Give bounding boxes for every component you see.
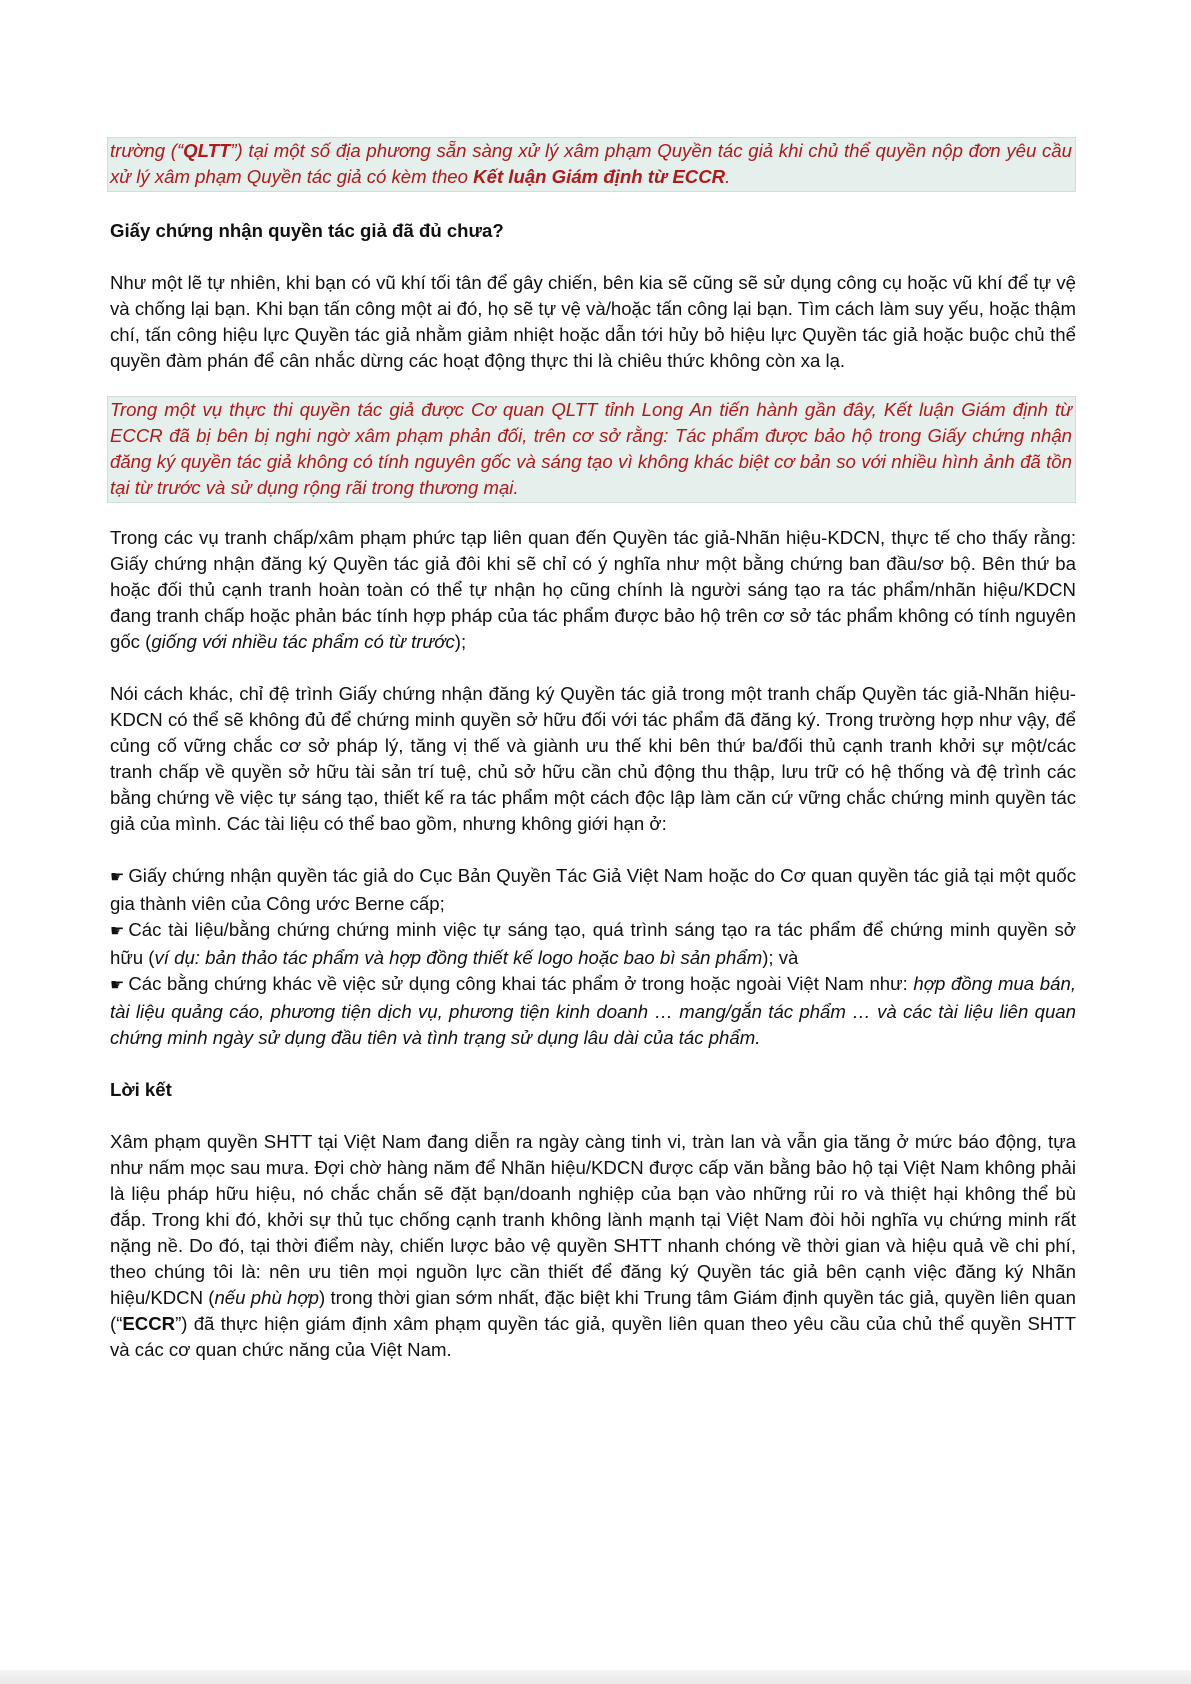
paragraph-3: Nói cách khác, chỉ đệ trình Giấy chứng nhận đăng ký Quyền tác giả trong một tranh chấp Quyền tác giả-Nhãn hiệu-KDCN có thể sẽ không đủ để chứng minh quyền sở hữu đối với tác phẩm đã đăng ký. Trong trường hợp như vậy, để củng cố vững chắc cơ sở pháp lý, tăng vị thế và giành ưu thế khi bên thứ ba/đối thủ cạnh tranh khởi sự một/các tranh chấp về quyền sở hữu tài sản trí tuệ, chủ sở hữu cần chủ động thu thập, lưu trữ có hệ thống và đệ trình các bằng chứng về việc tự sáng tạo, thiết kế ra tác phẩm một cách độc lập làm căn cứ vững chắc chứng minh quyền tác giả của mình. Các tài liệu có thể bao gồm, nhưng không giới hạn ở: <box>110 683 1076 834</box>
bullet-item <box>110 863 1076 917</box>
conclusion-italic: nếu phù hợp <box>214 1287 319 1308</box>
bullet-2-italic: ví dụ: bản thảo tác phẩm và hợp đồng thiết kế logo hoặc bao bì sản phẩm <box>154 947 763 968</box>
paragraph-2 <box>110 525 1076 655</box>
bullet-item <box>110 917 1076 971</box>
page-bottom-edge <box>0 1670 1191 1684</box>
intro-text-3: . <box>725 166 731 187</box>
conclusion-text-1: Xâm phạm quyền SHTT tại Việt Nam đang diễn ra ngày càng tinh vi, tràn lan và vẫn gia tăng ở mức báo động, tựa như nấm mọc sau mưa. Đợi chờ hàng năm để Nhãn hiệu/KDCN được cấp văn bằng bảo hộ tại Việt Nam không phải là liệu pháp hữu hiệu, nó chắc chắn sẽ đặt bạn/doanh nghiệp của bạn vào những rủi ro và thiệt hại không thể bù đắp. Trong khi đó, khởi sự thủ tục chống cạnh tranh không lành mạnh tại Việt Nam đòi hỏi nghĩa vụ chứng minh rất nặng nề. Do đó, tại thời điểm này, chiến lược bảo vệ quyền SHTT nhanh chóng về thời gian và hiệu quả về chi phí, theo chúng tôi là: nên ưu tiên mọi nguồn lực cần thiết để đăng ký Quyền tác giả bên cạnh việc đăng ký Nhãn hiệu/KDCN ( <box>110 1131 1076 1308</box>
paragraph-2-end: ); <box>454 631 467 652</box>
intro-bold-eccr: Kết luận Giám định từ ECCR <box>473 166 726 187</box>
paragraph-2-italic: giống với nhiều tác phẩm có từ trước <box>151 631 455 652</box>
intro-text-2: ”) tại một số địa phương sẵn sàng xử lý xâm phạm Quyền tác giả khi chủ thể quyền nộp đơn yêu cầu xử lý xâm phạm Quyền tác giả có kèm theo <box>110 140 1072 187</box>
bullet-item <box>110 971 1076 1051</box>
intro-bold-qltt: QLTT <box>183 140 231 161</box>
conclusion-text-3: ”) đã thực hiện giám định xâm phạm quyền tác giả, quyền liên quan theo yêu cầu của chủ thể quyền SHTT và các cơ quan chức năng của Việt Nam. <box>110 1313 1076 1360</box>
bullet-1-text: Giấy chứng nhận quyền tác giả do Cục Bản Quyền Tác Giả Việt Nam hoặc do Cơ quan quyền tác giả tại một quốc gia thành viên của Công ước Berne cấp; <box>110 865 1076 914</box>
paragraph-conclusion <box>110 1129 1076 1363</box>
bullet-2-text: Các tài liệu/bằng chứng chứng minh việc tự sáng tạo, quá trình sáng tạo ra tác phẩm để chứng minh quyền sở hữu ( <box>110 919 1076 968</box>
paragraph-2-text: Trong các vụ tranh chấp/xâm phạm phức tạp liên quan đến Quyền tác giả-Nhãn hiệu-KDCN, thực tế cho thấy rằng: Giấy chứng nhận đăng ký Quyền tác giả đôi khi sẽ chỉ có ý nghĩa như một bằng chứng ban đầu/sơ bộ. Bên thứ ba hoặc đối thủ cạnh tranh hoàn toàn có thể tự nhận họ cũng chính là người sáng tạo ra tác phẩm/nhãn hiệu/KDCN đang tranh chấp hoặc phản bác tính hợp pháp của tác phẩm được bảo hộ trên cơ sở tác phẩm không có tính nguyên gốc ( <box>110 527 1076 652</box>
bullet-2-end: ); và <box>762 947 799 968</box>
highlight-case-long-an: Trong một vụ thực thi quyền tác giả được Cơ quan QLTT tỉnh Long An tiến hành gần đây, Kết luận Giám định từ ECCR đã bị bên bị nghi ngờ xâm phạm phản đối, trên cơ sở rằng: Tác phẩm được bảo hộ trong Giấy chứng nhận đăng ký quyền tác giả không có tính nguyên gốc và sáng tạo vì không khác biệt cơ bản so với nhiều hình ảnh đã tồn tại từ trước và sử dụng rộng rãi trong thương mại. <box>107 396 1076 503</box>
section-heading-conclusion: Lời kết <box>110 1079 172 1100</box>
intro-text-1: trường (“ <box>110 140 184 161</box>
conclusion-text-2: ) trong thời gian sớm nhất, đặc biệt khi Trung tâm Giám định quyền tác giả, quyền liên quan (“ <box>110 1287 1076 1334</box>
bullet-3-text: Các bằng chứng khác về việc sử dụng công khai tác phẩm ở trong hoặc ngoài Việt Nam như: <box>128 973 914 994</box>
pointing-hand-icon: ☛ <box>110 977 125 994</box>
section-heading-certificate: Giấy chứng nhận quyền tác giả đã đủ chưa? <box>110 220 504 241</box>
intro-highlight <box>107 137 1076 192</box>
document-page <box>110 137 1076 1363</box>
conclusion-bold-eccr: ECCR <box>122 1313 176 1334</box>
bullet-3-italic: hợp đồng mua bán, tài liệu quảng cáo, phương tiện dịch vụ, phương tiện kinh doanh … mang/gắn tác phẩm … và các tài liệu liên quan chứng minh ngày sử dụng đầu tiên và tình trạng sử dụng lâu dài của tác phẩm. <box>110 973 1076 1048</box>
paragraph-1: Như một lẽ tự nhiên, khi bạn có vũ khí tối tân để gây chiến, bên kia sẽ cũng sẽ sử dụng công cụ hoặc vũ khí để tự vệ và chống lại bạn. Khi bạn tấn công một ai đó, họ sẽ tự vệ và/hoặc tấn công lại bạn. Tìm cách làm suy yếu, hoặc thậm chí, tấn công hiệu lực Quyền tác giả nhằm giảm nhiệt hoặc dẫn tới hủy bỏ hiệu lực Quyền tác giả hoặc buộc chủ thể quyền đàm phán để cân nhắc dừng các hoạt động thực thi là chiêu thức không còn xa lạ. <box>110 272 1076 371</box>
pointing-hand-icon: ☛ <box>110 869 125 886</box>
pointing-hand-icon: ☛ <box>110 923 125 940</box>
